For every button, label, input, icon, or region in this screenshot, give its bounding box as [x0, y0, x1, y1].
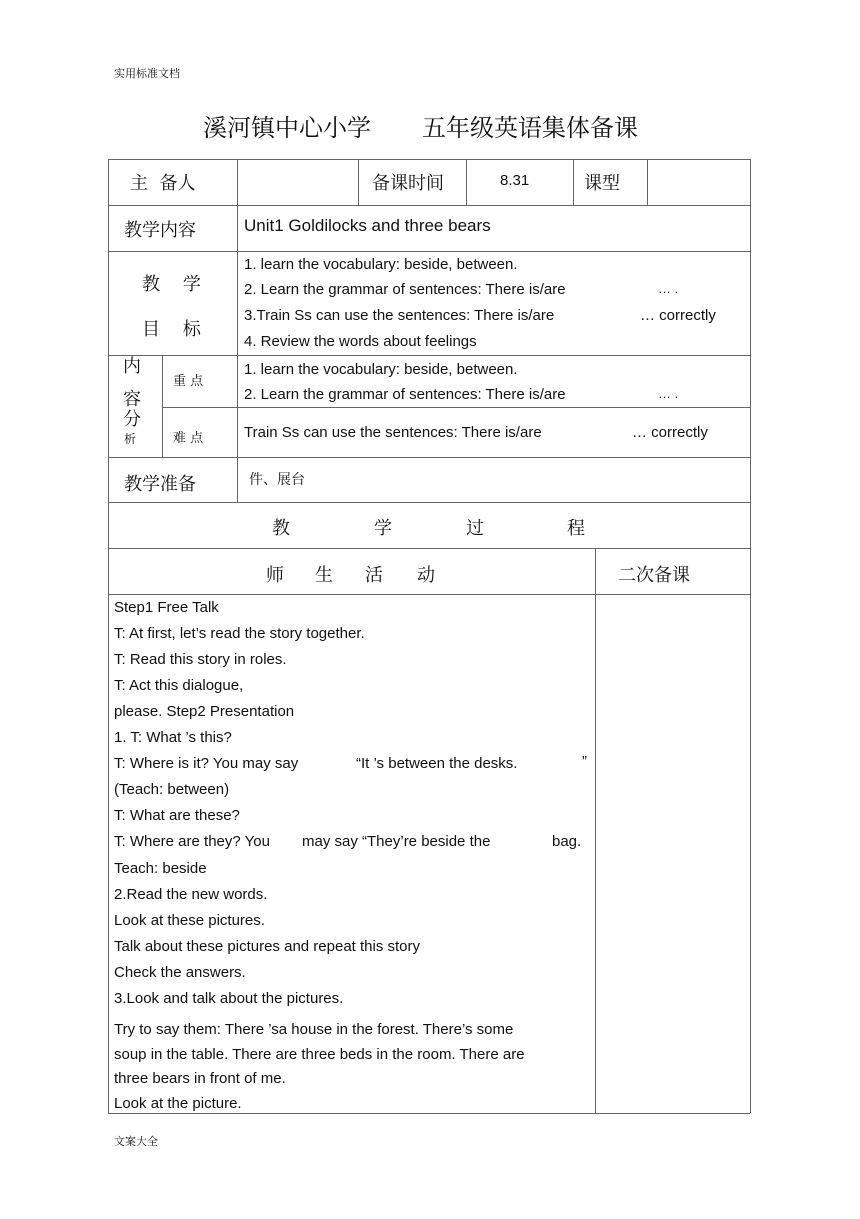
- teaching-prep-label: 教学准备: [124, 474, 196, 495]
- process-header-char: 过: [466, 518, 484, 539]
- lesson-type-label: 课型: [584, 173, 620, 194]
- activity-line: Try to say them: There ’sa house in the forest. There’s some: [114, 1021, 514, 1038]
- activity-line: T: What are these?: [114, 807, 240, 824]
- activity-line: 3.Look and talk about the pictures.: [114, 990, 344, 1007]
- prep-time-value: 8.31: [500, 172, 530, 189]
- second-prep-header: 二次备课: [618, 565, 690, 586]
- activity-line: T: Where are they? You: [114, 833, 270, 850]
- difficulty-suffix: … correctly: [632, 424, 708, 441]
- goal-item: 3.Train Ss can use the sentences: There is/are: [244, 307, 555, 324]
- activity-line-fragment: ”: [582, 753, 587, 770]
- activity-line: Teach: beside: [114, 860, 207, 877]
- activity-line: T: Read this story in roles.: [114, 651, 287, 668]
- activity-header-char: 师: [266, 565, 284, 586]
- key-point-item: 1. learn the vocabulary: beside, between.: [244, 361, 518, 378]
- activity-line: T: Where is it? You may say: [114, 755, 299, 772]
- activity-header-char: 生: [315, 565, 333, 586]
- activity-line: (Teach: between): [114, 781, 230, 798]
- key-point-item: 2. Learn the grammar of sentences: There is/are: [244, 386, 566, 403]
- activity-line: 2.Read the new words.: [114, 886, 268, 903]
- key-points-label: 重 点: [173, 374, 204, 389]
- preparer-label: 主 备人: [130, 173, 196, 194]
- school-title: 溪河镇中心小学: [203, 114, 371, 142]
- goal-item-suffix: … .: [658, 281, 679, 296]
- activity-line: T: At first, let’s read the story together.: [114, 625, 365, 642]
- goal-item: 2. Learn the grammar of sentences: There is/are: [244, 281, 566, 298]
- process-header-char: 学: [374, 518, 392, 539]
- analysis-label-char: 析: [124, 432, 137, 446]
- activity-line: Look at these pictures.: [114, 912, 265, 929]
- activity-line: Step1 Free Talk: [114, 599, 219, 616]
- prep-time-label: 备课时间: [372, 173, 444, 194]
- activity-line: Check the answers.: [114, 964, 246, 981]
- goal-item-suffix: … correctly: [640, 307, 716, 324]
- page-header-label: 实用标准文档: [114, 67, 180, 80]
- page-footer-label: 文案大全: [114, 1135, 158, 1148]
- activity-line: Look at the picture.: [114, 1095, 242, 1112]
- activity-line-fragment: may say “They’re beside the: [302, 833, 491, 850]
- analysis-label-char: 内: [123, 356, 141, 377]
- analysis-label-char: 容: [123, 389, 141, 410]
- activity-line: soup in the table. There are three beds in the room. There are: [114, 1046, 525, 1063]
- teaching-content-label: 教学内容: [124, 220, 196, 241]
- teaching-content-value: Unit1 Goldilocks and three bears: [244, 216, 491, 235]
- activity-line: 1. T: What ’s this?: [114, 729, 232, 746]
- activity-line-fragment: bag.: [552, 833, 582, 850]
- activity-line-fragment: “It ’s between the desks.: [356, 755, 518, 772]
- activity-header-char: 活: [365, 565, 383, 586]
- activity-line: please. Step2 Presentation: [114, 703, 295, 720]
- goal-item: 4. Review the words about feelings: [244, 333, 477, 350]
- key-point-suffix: … .: [658, 386, 679, 401]
- process-header-char: 程: [567, 518, 585, 539]
- activity-header-char: 动: [417, 565, 435, 586]
- activity-line: Talk about these pictures and repeat this story: [114, 938, 421, 955]
- activity-line: three bears in front of me.: [114, 1070, 286, 1087]
- activity-line: T: Act this dialogue,: [114, 677, 244, 694]
- process-header-char: 教: [272, 518, 290, 539]
- difficulty-label: 难 点: [173, 431, 204, 446]
- teaching-prep-value: 件、展台: [249, 472, 305, 488]
- goal-item: 1. learn the vocabulary: beside, between.: [244, 256, 518, 273]
- difficulty-text: Train Ss can use the sentences: There is/are: [244, 424, 542, 441]
- goals-label-top: 教 学: [142, 274, 201, 295]
- analysis-label-char: 分: [123, 409, 141, 430]
- course-title: 五年级英语集体备课: [422, 114, 638, 142]
- goals-label-bottom: 目 标: [142, 319, 201, 340]
